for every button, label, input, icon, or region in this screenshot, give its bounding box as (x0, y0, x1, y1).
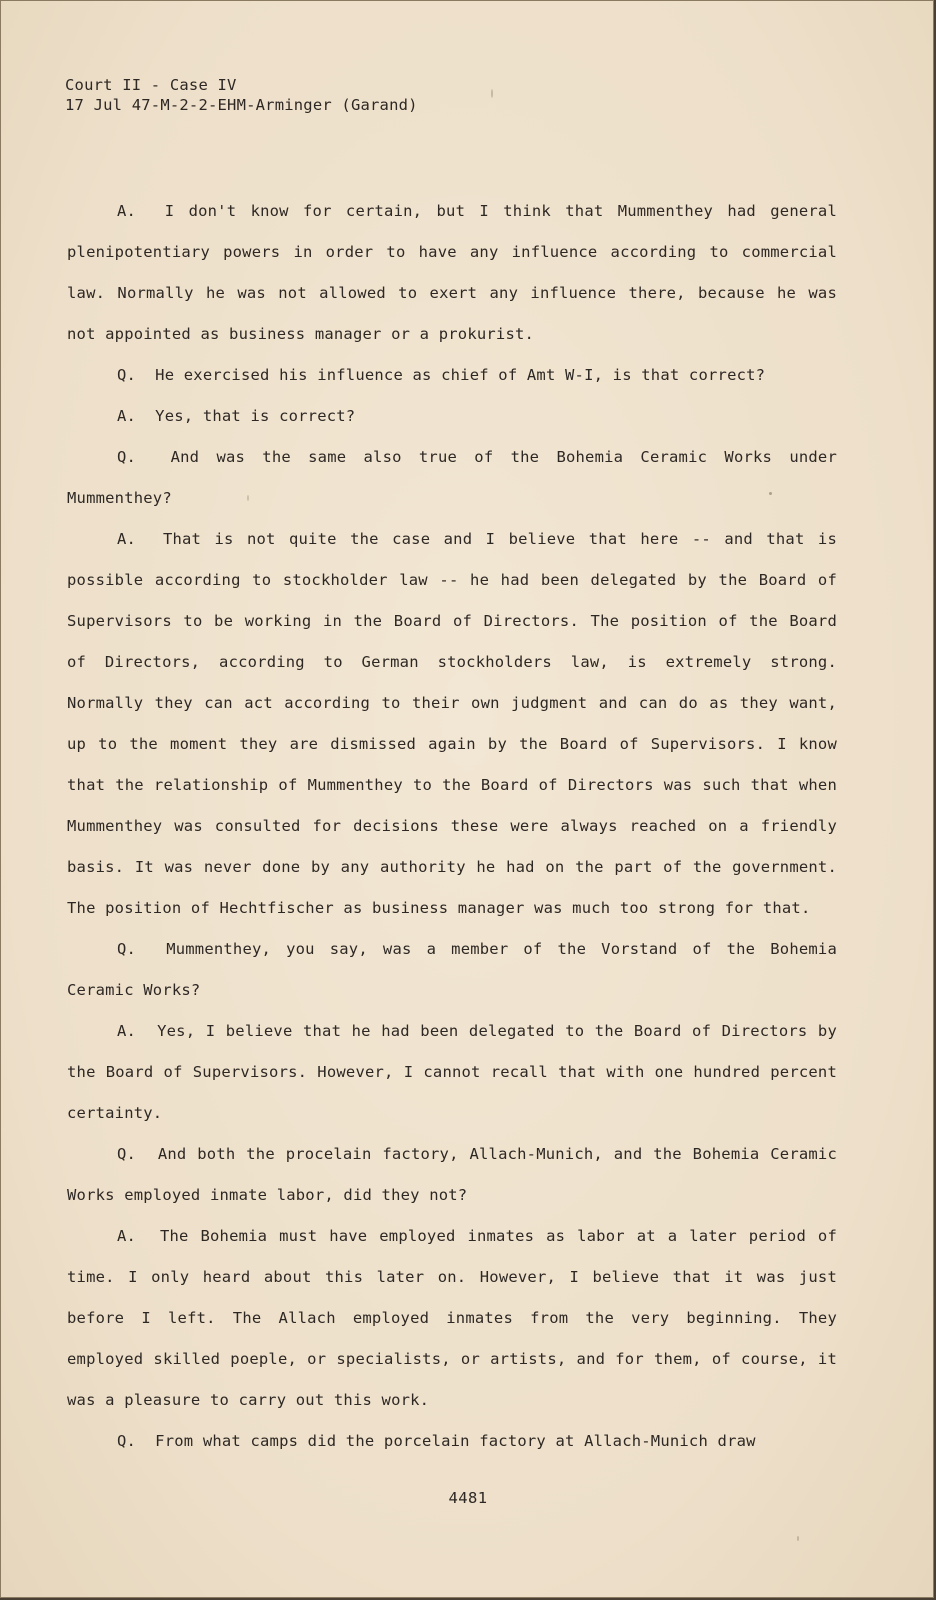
speaker-label: A. (117, 1227, 137, 1245)
transcript-paragraph (67, 519, 837, 929)
paragraph-text: From what camps did the porcelain factory at Allach-Munich draw (155, 1432, 756, 1450)
speaker-label: A. (117, 1022, 137, 1040)
transcript-paragraph (67, 191, 837, 355)
document-header (65, 75, 418, 115)
paper-speck (797, 1536, 799, 1541)
paragraph-text: That is not quite the case and I believe that here -- and that is possible according to stockholder law -- he had been delegated by the Board of Supervisors to be working in the Board of Directors. The position of the Board of Directors, according to German stockholders law, is extremely strong. Normally they can act according to their own judgment and can do as they want, up to the moment they are dismissed again by the Board of Supervisors. I know that the relationship of Mummenthey to the Board of Directors was such that when Mummenthey was consulted for decisions these were always reached on a friendly basis. It was never done by any authority he had on the part of the government. The position of Hechtfischer as business manager was much too strong for that. (67, 530, 837, 917)
paper-speck (769, 492, 772, 495)
transcript-paragraph (67, 355, 837, 396)
paragraph-text: I don't know for certain, but I think that Mummenthey had general plenipotentiary powers in order to have any influence according to commercial law. Normally he was not allowed to exert any influence there, because he was not appointed as business manager or a prokurist. (67, 202, 837, 343)
paragraph-text: And was the same also true of the Bohemia Ceramic Works under Mummenthey? (67, 448, 837, 507)
paragraph-text: Yes, I believe that he had been delegated to the Board of Directors by the Board of Supervisors. However, I cannot recall that with one hundred percent certainty. (67, 1022, 837, 1122)
transcript-paragraph (67, 1216, 837, 1421)
transcript-paragraph (67, 1134, 837, 1216)
transcript-paragraph (67, 929, 837, 1011)
speaker-label: A. (117, 202, 137, 220)
page-number: 4481 (448, 1489, 488, 1507)
transcript-paragraph (67, 396, 837, 437)
paper-speck (491, 89, 493, 98)
paragraph-text: Mummenthey, you say, was a member of the Vorstand of the Bohemia Ceramic Works? (67, 940, 837, 999)
paragraph-text: He exercised his influence as chief of Amt W-I, is that correct? (155, 366, 766, 384)
transcript-paragraph (67, 437, 837, 519)
session-line: 17 Jul 47-M-2-2-EHM-Arminger (Garand) (65, 96, 418, 114)
paper-speck (247, 495, 249, 501)
court-case-line: Court II - Case IV (65, 76, 237, 94)
speaker-label: Q. (117, 1145, 137, 1163)
speaker-label: Q. (117, 448, 137, 466)
transcript-paragraph (67, 1421, 837, 1462)
speaker-label: A. (117, 530, 137, 548)
paragraph-text: Yes, that is correct? (155, 407, 356, 425)
transcript-paragraph (67, 1011, 837, 1134)
speaker-label: Q. (117, 366, 137, 384)
speaker-label: Q. (117, 1432, 137, 1450)
paragraph-text: The Bohemia must have employed inmates as labor at a later period of time. I only heard about this later on. However, I believe that it was just before I left. The Allach employed inmates from the very beginning. They employed skilled poeple, or specialists, or artists, and for them, of course, it was a pleasure to carry out this work. (67, 1227, 837, 1409)
speaker-label: Q. (117, 940, 137, 958)
speaker-label: A. (117, 407, 137, 425)
paragraph-text: And both the procelain factory, Allach-Munich, and the Bohemia Ceramic Works employed inmate labor, did they not? (67, 1145, 837, 1204)
transcript-body (67, 191, 837, 1462)
